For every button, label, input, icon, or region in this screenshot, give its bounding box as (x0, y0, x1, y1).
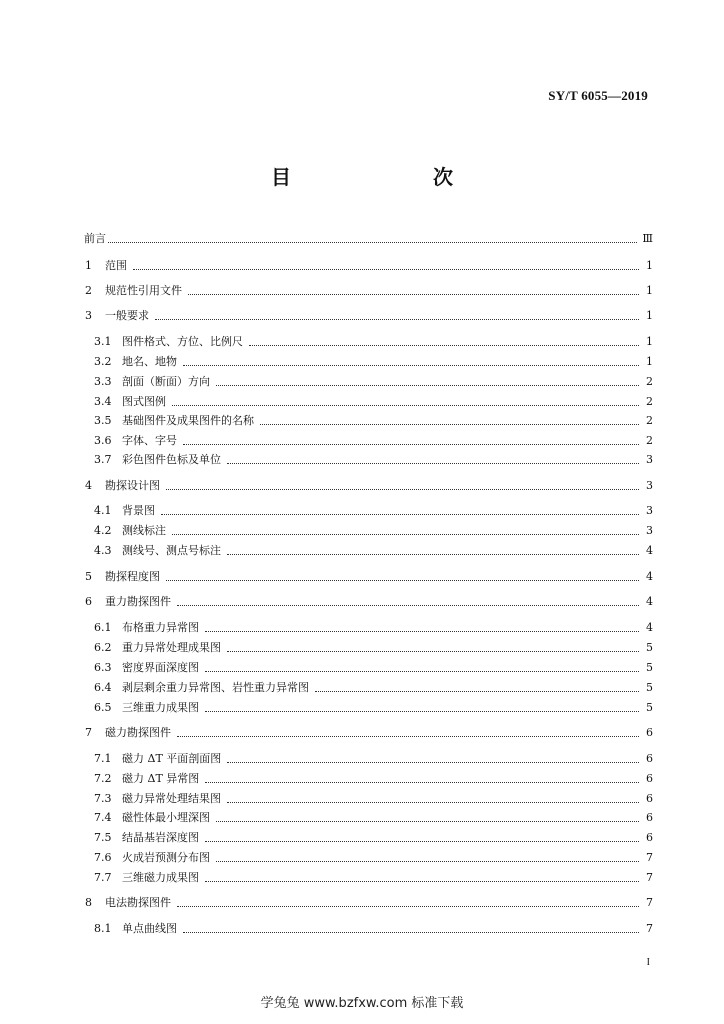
toc-entry-label: 磁性体最小埋深图 (122, 811, 210, 824)
toc-entry-page: 1 (646, 284, 653, 297)
toc-entry-page: 2 (646, 414, 653, 427)
page-number: I (646, 957, 650, 968)
page-title: 目 次 (271, 165, 487, 189)
toc-entry-page: 6 (646, 752, 653, 765)
toc-entry[interactable] (84, 870, 653, 886)
toc-entry-number: 6 (85, 595, 92, 608)
toc-entry-page: 7 (646, 851, 653, 864)
toc-entry-number: 3.5 (94, 414, 112, 427)
toc-entry[interactable] (84, 283, 653, 299)
toc-entry-label: 背景图 (122, 504, 155, 517)
toc-entry-number: 8.1 (94, 922, 112, 935)
dot-leader (205, 881, 639, 882)
dot-leader (216, 861, 639, 862)
toc-entry-page: 2 (646, 375, 653, 388)
toc-entry[interactable] (84, 231, 653, 247)
toc-entry[interactable] (84, 334, 653, 350)
toc-entry-label: 磁力异常处理结果图 (122, 792, 221, 805)
toc-entry-label: 字体、字号 (122, 434, 177, 447)
toc-entry-label: 剥层剩余重力异常图、岩性重力异常图 (122, 681, 309, 694)
toc-entry-page: 6 (646, 831, 653, 844)
dot-leader (227, 463, 639, 464)
dot-leader (205, 631, 639, 632)
toc-entry-page: 5 (646, 701, 653, 714)
toc-entry-label: 密度界面深度图 (122, 661, 199, 674)
toc-entry-label: 图式图例 (122, 395, 166, 408)
toc-entry-label: 火成岩预测分布图 (122, 851, 210, 864)
toc-entry-number: 7.3 (94, 792, 112, 805)
toc-entry-page: 3 (646, 453, 653, 466)
dot-leader (216, 821, 639, 822)
toc-entry-label: 勘探设计图 (105, 479, 160, 492)
toc-entry-label: 三维磁力成果图 (122, 871, 199, 884)
toc-entry-page: 6 (646, 792, 653, 805)
toc-entry[interactable] (84, 394, 653, 410)
dot-leader (183, 444, 639, 445)
toc-entry-number: 7.6 (94, 851, 112, 864)
toc-entry-label: 磁力 ΔT 异常图 (122, 772, 200, 785)
standard-code: SY/T 6055—2019 (548, 88, 648, 103)
toc-entry[interactable] (84, 810, 653, 826)
dot-leader (177, 605, 639, 606)
toc-entry-number: 2 (85, 284, 92, 297)
toc-entry[interactable] (84, 680, 653, 696)
toc-entry-label: 一般要求 (105, 309, 149, 322)
toc-entry[interactable] (84, 569, 653, 585)
toc-entry-label: 单点曲线图 (122, 922, 177, 935)
toc-entry[interactable] (84, 433, 653, 449)
toc-entry-label: 结晶基岩深度图 (122, 831, 199, 844)
toc-entry-label: 基础图件及成果图件的名称 (122, 414, 254, 427)
toc-entry-label: 图件格式、方位、比例尺 (122, 335, 243, 348)
dot-leader (205, 711, 639, 712)
toc-entry-number: 4.2 (94, 524, 112, 537)
toc-entry-number: 6.1 (94, 621, 112, 634)
dot-leader (249, 345, 639, 346)
dot-leader (166, 580, 639, 581)
toc-entry-page: 6 (646, 772, 653, 785)
toc-entry-number: 6.2 (94, 641, 112, 654)
dot-leader (205, 671, 639, 672)
toc-entry-page: 4 (646, 570, 653, 583)
toc-entry-page: 7 (646, 896, 653, 909)
toc-entry-page: 7 (646, 871, 653, 884)
toc-entry-label: 三维重力成果图 (122, 701, 199, 714)
toc-entry-label: 磁力 ΔT 平面剖面图 (122, 752, 222, 765)
toc-entry-number: 7.4 (94, 811, 112, 824)
dot-leader (227, 762, 639, 763)
toc-entry[interactable] (84, 771, 653, 787)
toc-entry-page: 1 (646, 335, 653, 348)
toc-entry-page: 7 (646, 922, 653, 935)
dot-leader (205, 841, 639, 842)
toc-entry-label: 范围 (105, 259, 127, 272)
toc-entry-label: 测线标注 (122, 524, 166, 537)
toc-entry-page: 5 (646, 681, 653, 694)
dot-leader (172, 534, 639, 535)
dot-leader (108, 242, 637, 243)
dot-leader (166, 489, 639, 490)
toc-entry-page: 4 (646, 595, 653, 608)
toc-entry-page: 2 (646, 434, 653, 447)
dot-leader (227, 554, 639, 555)
toc-entry-number: 7.5 (94, 831, 112, 844)
toc-entry-page: 6 (646, 726, 653, 739)
toc-entry-page: 5 (646, 661, 653, 674)
toc-entry[interactable] (84, 620, 653, 636)
toc-entry-label: 地名、地物 (122, 355, 177, 368)
toc-entry[interactable] (84, 700, 653, 716)
dot-leader (227, 802, 639, 803)
toc-entry[interactable] (84, 308, 653, 324)
toc-entry-number: 3.2 (94, 355, 112, 368)
toc-entry-page: 3 (646, 524, 653, 537)
watermark-text: 学兔兔 www.bzfxw.com 标准下载 (260, 996, 464, 1011)
toc-entry[interactable] (84, 850, 653, 866)
toc-entry-label: 勘探程度图 (105, 570, 160, 583)
toc-entry[interactable] (84, 503, 653, 519)
toc-entry-page: 4 (646, 621, 653, 634)
toc-entry-number: 3 (85, 309, 92, 322)
toc-entry-page: 1 (646, 309, 653, 322)
toc-entry-page: 2 (646, 395, 653, 408)
toc-entry-number: 3.3 (94, 375, 112, 388)
toc-entry-number: 6.4 (94, 681, 112, 694)
dot-leader (183, 365, 639, 366)
dot-leader (172, 405, 639, 406)
toc-entry[interactable] (84, 478, 653, 494)
toc-entry-page: 3 (646, 479, 653, 492)
dot-leader (183, 932, 639, 933)
toc-entry-label: 测线号、测点号标注 (122, 544, 221, 557)
toc-entry-page: 6 (646, 811, 653, 824)
toc-entry[interactable] (84, 830, 653, 846)
toc-entry-number: 7 (85, 726, 92, 739)
toc-entry[interactable] (84, 640, 653, 656)
toc-entry-page: 1 (646, 355, 653, 368)
toc-entry-label: 剖面（断面）方向 (122, 375, 210, 388)
toc-entry-number: 4.1 (94, 504, 112, 517)
toc-entry-number: 7.2 (94, 772, 112, 785)
toc-entry-page: 1 (646, 259, 653, 272)
toc-entry-number: 6.5 (94, 701, 112, 714)
toc-entry-number: 4 (85, 479, 92, 492)
toc-entry-page: 4 (646, 544, 653, 557)
toc-entry-number: 6.3 (94, 661, 112, 674)
toc-entry-number: 3.4 (94, 395, 112, 408)
toc-entry[interactable] (84, 725, 653, 741)
toc-entry[interactable] (84, 354, 653, 370)
toc-entry-number: 3.1 (94, 335, 112, 348)
dot-leader (216, 385, 639, 386)
toc-entry[interactable] (84, 523, 653, 539)
toc-entry[interactable] (84, 660, 653, 676)
toc-entry-number: 7.7 (94, 871, 112, 884)
toc-entry-label: 磁力勘探图件 (105, 726, 171, 739)
dot-leader (133, 269, 639, 270)
toc-entry-number: 5 (85, 570, 92, 583)
toc-entry-number: 7.1 (94, 752, 112, 765)
dot-leader (315, 691, 639, 692)
dot-leader (177, 906, 639, 907)
dot-leader (155, 319, 639, 320)
toc-entry-number: 3.6 (94, 434, 112, 447)
toc-entry-number: 3.7 (94, 453, 112, 466)
toc-entry-label: 彩色图件色标及单位 (122, 453, 221, 466)
toc-entry[interactable] (84, 413, 653, 429)
toc-entry-label: 重力异常处理成果图 (122, 641, 221, 654)
toc-entry-page: 3 (646, 504, 653, 517)
toc-entry[interactable] (84, 374, 653, 390)
toc-entry-number: 4.3 (94, 544, 112, 557)
toc-entry[interactable] (84, 543, 653, 559)
dot-leader (161, 514, 639, 515)
toc-entry-label: 布格重力异常图 (122, 621, 199, 634)
toc-entry[interactable] (84, 452, 653, 468)
toc-entry-number: 1 (85, 259, 92, 272)
toc-entry-page: Ⅲ (642, 232, 653, 245)
toc-entry[interactable] (84, 594, 653, 610)
toc-entry[interactable] (84, 791, 653, 807)
toc-entry-label: 电法勘探图件 (105, 896, 171, 909)
toc-entry-number: 8 (85, 896, 92, 909)
toc-entry-page: 5 (646, 641, 653, 654)
toc-entry[interactable] (84, 751, 653, 767)
toc-entry-label: 前言 (84, 232, 106, 245)
toc-entry-label: 规范性引用文件 (105, 284, 182, 297)
toc-entry-label: 重力勘探图件 (105, 595, 171, 608)
dot-leader (227, 651, 639, 652)
dot-leader (177, 736, 639, 737)
dot-leader (260, 424, 639, 425)
toc-entry[interactable] (84, 258, 653, 274)
toc-entry[interactable] (84, 895, 653, 911)
dot-leader (188, 294, 639, 295)
toc-entry[interactable] (84, 921, 653, 937)
dot-leader (205, 782, 639, 783)
